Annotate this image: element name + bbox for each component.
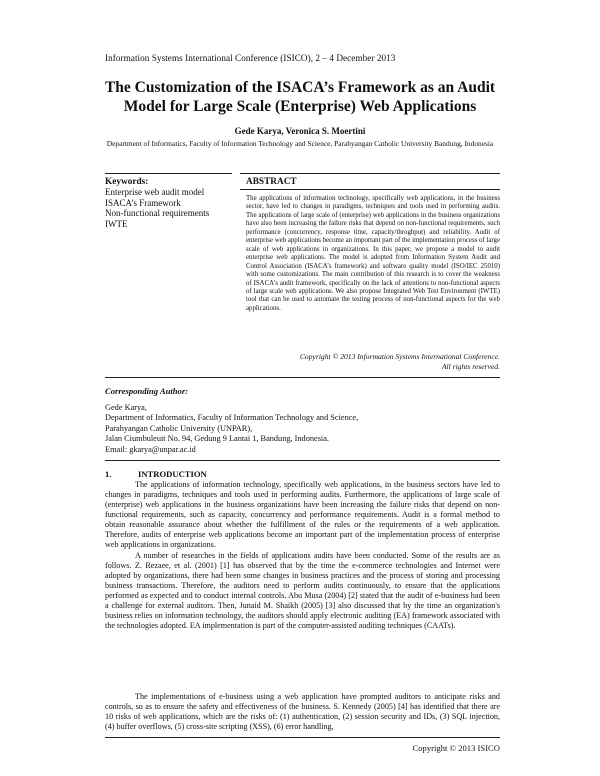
abstract-top-rule (240, 173, 500, 174)
footer-copyright: Copyright © 2013 ISICO (412, 743, 500, 753)
authors: Gede Karya, Veronica S. Moertini (234, 126, 366, 136)
author-address: Jalan Ciumbuleuit No. 94, Gedung 9 Lantai 1, Bandung, Indonesia. (105, 434, 329, 444)
section-title: INTRODUCTION (138, 469, 207, 479)
body-paragraph: The implementations of e-business using a web application have prompted auditors to anticipate risks and controls, so as to ensure the safety and effectiveness of the business. S. Kennedy (2005) [4] has identified that there are 10 risks of web applications, which are the risks of: (1) authentication, (2) session security and IDs, (3) SQL injection, (4) buffer overflows, (5) cross-site scripting (XSS), (6) error handling, (105, 692, 500, 732)
keyword-item: Non-functional requirements (105, 208, 210, 218)
paper-title: The Customization of the ISACA’s Framework as an Audit Model for Large Scale (Enterprise) Web Applications (104, 79, 496, 115)
affiliation: Department of Informatics, Faculty of Information Technology and Science, Parahyangan Catholic University Bandung, Indonesia (106, 139, 494, 148)
keywords-top-rule (105, 173, 232, 174)
abstract-heading-rule (240, 189, 500, 190)
corresponding-bottom-rule (105, 460, 500, 461)
author-name: Gede Karya, (105, 403, 147, 412)
corresponding-author-heading: Corresponding Author: (105, 386, 189, 396)
body-paragraph: A number of researches in the fields of applications audits have been conducted. Some of the results are as follows. Z. Rezaee, et al. (2001) [1] has observed that by the time the e-commerce technologies and Internet were adopted by organizations, there had been some changes in business practices and the process of storing and processing business transactions. Therefore, the auditors need to perform audits continuously, to ensure that the applications performed as expected and to conduct internal controls. Abu Musa (2004) [2] stated that the audit of e-business had been a challenge for external auditors. Then, Junaid M. Shaikh (2005) [3] also discussed that by the time an organization's business relies on information technology, the auditors should apply electronic auditing (EA) framework associated with the technologies adopted. EA implementation is part of the computer-assisted auditing techniques (CAATs). (105, 551, 500, 631)
abstract-heading: ABSTRACT (246, 177, 297, 187)
author-email: Email: gkarya@unpar.ac.id (105, 444, 196, 454)
footer-rule (105, 737, 500, 738)
keyword-item: ISACA’s Framework (105, 197, 181, 208)
keywords-list (105, 187, 209, 229)
corresponding-author-details (105, 403, 500, 455)
author-department: Department of Informatics, Faculty of Information Technology and Science, (105, 413, 359, 423)
copyright-line: Copyright © 2013 Information Systems International Conference. (299, 352, 500, 361)
abstract-text: The applications of information technology, specifically web applications, in the business sector, have led to changes in paradigms, techniques and tools used in performing audits. The applications of large scale of (enterprise) web applications in the business organizations have also been increasing the failure risks that depend on non-functional requirements, such performance (concurrency, response time, capacity/throghput) and reliability. Audit of enterprise web applications become an important part of the implementation process of large scale of web applications in organizations. In this paper, we propose a model to audit enterprise web applications. The model is adopted from Information System Audit and Control Association (ISACA’s framework) and software quality model (ISO/IEC 25010) with some customizations. The main contribution of this research is to cover the weakness of ISACA’s audit framework, specifically on the lack of attentions to non-functional aspects of large scale web applications. We also propose Integrated Web Test Environment (IWTE) tool that can be used to automate the testing process of non-functional aspects for the web applications. (246, 195, 500, 312)
author-university: Parahyangan Catholic University (UNPAR), (105, 423, 253, 433)
keyword-item: IWTE (105, 218, 128, 229)
section-heading (105, 469, 207, 479)
abstract-bottom-rule (105, 377, 500, 378)
section-number: 1. (105, 469, 112, 479)
abstract-copyright (246, 352, 500, 371)
running-head: Information Systems International Conference (ISICO), 2 – 4 December 2013 (105, 53, 396, 63)
keyword-item: Enterprise web audit model (105, 187, 205, 197)
copyright-line: All rights reserved. (441, 361, 500, 371)
body-paragraph: The applications of information technology, specifically web applications, in the business sectors have led to changes in paradigms, techniques and tools used in performing audits. Furthermore, the applications of large scale of (enterprise) web applications in the business organizations have been increasing the failure risks that depend on non-functional requirements, such as capacity, concurrency and performance requirements. Audit is a formal method to obtain reasonable assurance about whether the fulfillment of the rules or the requirements of a web application. Therefore, audits of enterprise web applications become an important part of the implementation process of enterprise web applications in organizations. (105, 480, 500, 550)
keywords-heading: Keywords: (105, 177, 149, 187)
